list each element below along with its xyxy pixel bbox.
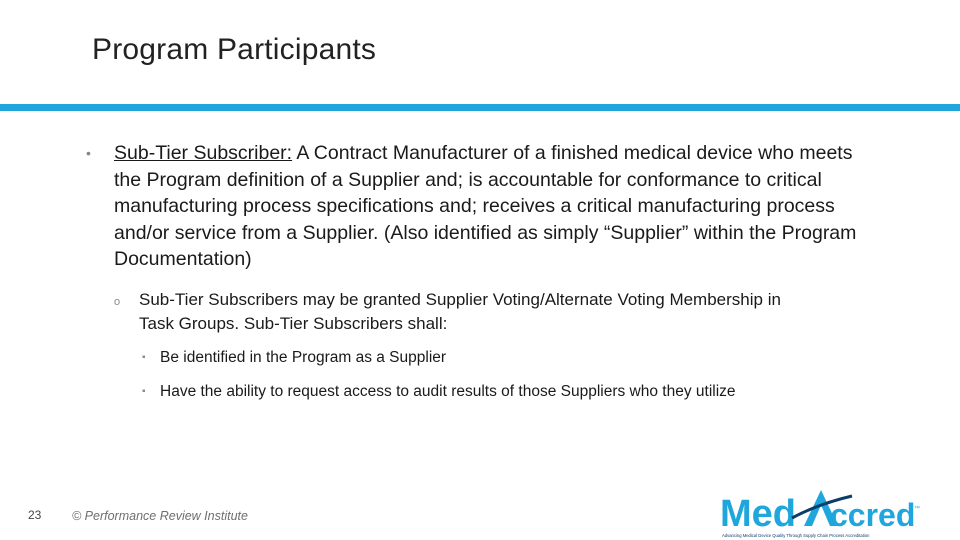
square-bullet-icon: ▪ <box>142 386 146 397</box>
square-bullet-icon: ▪ <box>142 352 146 363</box>
circle-bullet-icon: o <box>114 296 121 308</box>
bullet-level-2 <box>114 288 814 336</box>
page-number: 23 <box>28 508 42 522</box>
bullet-level-3 <box>142 348 862 368</box>
definition-text: A Contract Manufacturer of a finished medical device who meets the Program definition of a Supplier and; is accountable for conformance to critical manufacturing process specifications and; receives a critical manufacturing process and/or service from a Supplier. (Also identified as simply “Supplier” within the Program Documentation) <box>114 142 857 270</box>
logo-text-ccred: ccred <box>830 497 916 533</box>
bullet-level-3 <box>142 382 862 402</box>
slide-title: Program Participants <box>92 33 377 66</box>
logo-tagline: Advancing Medical Device Quality Through Supply Chain Process Accreditation <box>722 533 870 538</box>
title-divider <box>0 104 960 111</box>
bullet-dot-icon: • <box>86 145 91 161</box>
sub-sub-bullet-text: Be identified in the Program as a Supplier <box>160 349 447 366</box>
defined-term: Sub-Tier Subscriber: <box>114 142 293 164</box>
footer-copyright: © Performance Review Institute <box>72 509 248 523</box>
bullet-level-1 <box>86 140 876 273</box>
bullet-text <box>114 140 876 273</box>
sub-bullet-text: Sub-Tier Subscribers may be granted Supplier Voting/Alternate Voting Membership in Task Groups. Sub-Tier Subscribers shall: <box>139 290 781 333</box>
medaccred-logo <box>720 488 925 540</box>
logo-text-med: Med <box>720 493 796 535</box>
logo-trademark: ™ <box>914 506 920 512</box>
sub-sub-bullet-text: Have the ability to request access to audit results of those Suppliers who they utilize <box>160 383 736 400</box>
